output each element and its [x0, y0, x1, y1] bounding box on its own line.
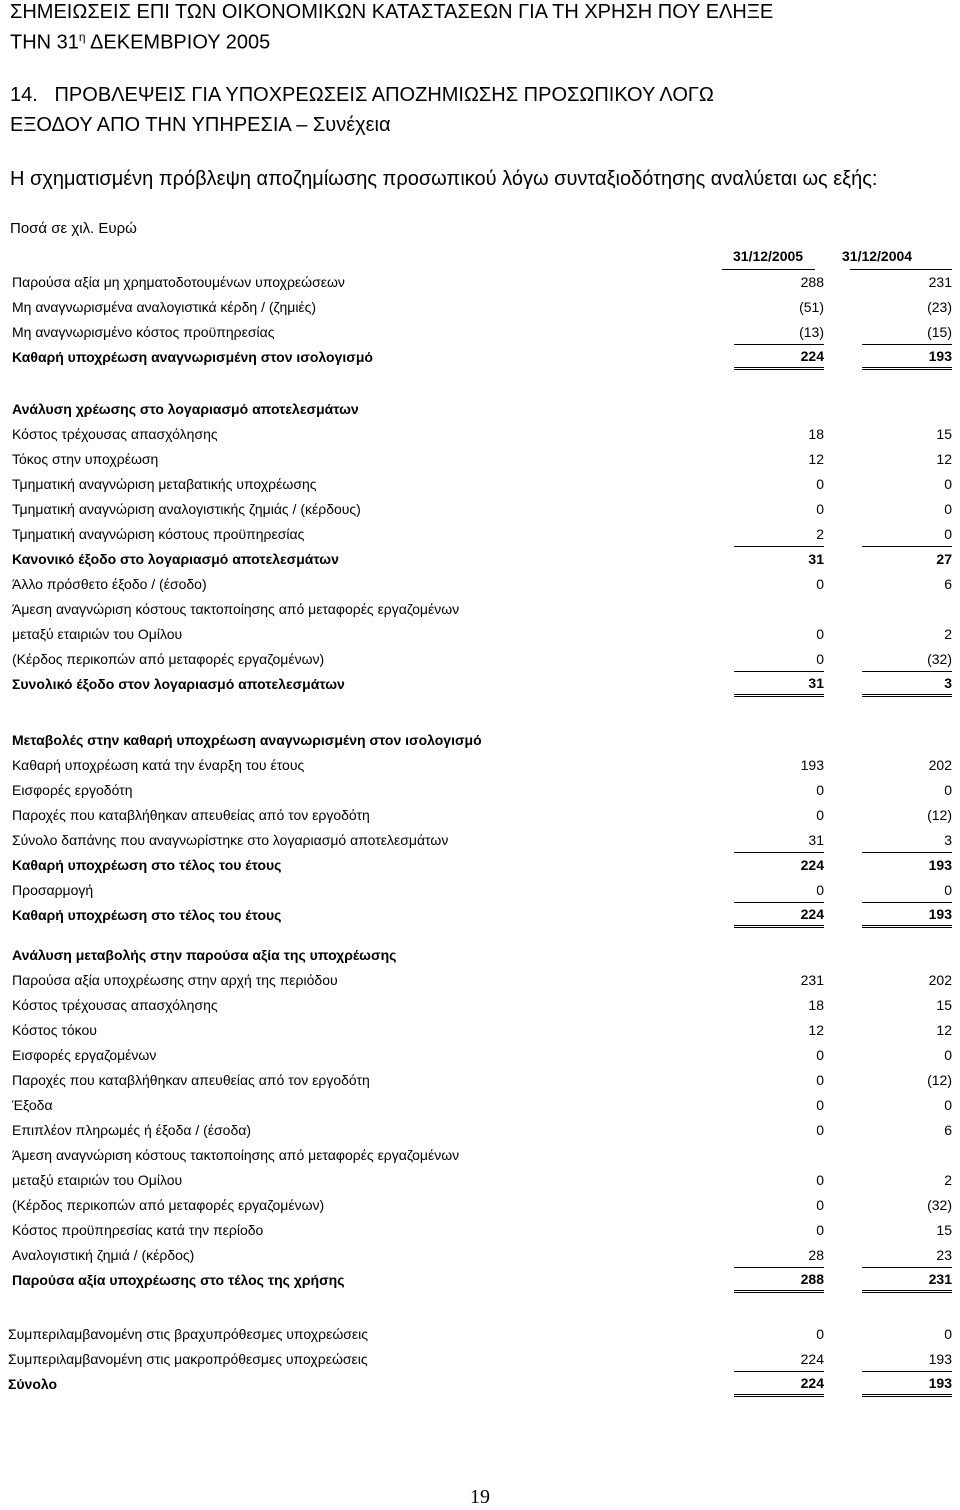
- column-header-2004: 31/12/2004: [842, 248, 913, 264]
- table-row: Άλλο πρόσθετο έξοδο / (έσοδο) 0 6: [12, 576, 952, 592]
- table-row: Παροχές που καταβλήθηκαν απευθείας από τον εργοδότη 0 (12): [12, 1072, 952, 1088]
- table-row: Άμεση αναγνώριση κόστους τακτοποίησης από μεταφορές εργαζομένων: [12, 1147, 460, 1163]
- block-balance-sheet: [12, 270, 952, 370]
- table-row: Εισφορές εργαζομένων 0 0: [12, 1047, 952, 1063]
- block-classification: [8, 1322, 952, 1397]
- table-row-total: Συνολικό έξοδο στον λογαριασμό αποτελεσμάτων 31 3: [12, 672, 952, 697]
- table-row: (Κέρδος περικοπών από μεταφορές εργαζομένων) 0 (32): [12, 647, 952, 672]
- table-row: Επιπλέον πληρωμές ή έξοδα / (έσοδα) 0 6: [12, 1122, 952, 1138]
- table-row: Τμηματική αναγνώριση αναλογιστικής ζημιάς / (κέρδους) 0 0: [12, 501, 952, 517]
- block-title: Μεταβολές στην καθαρή υποχρέωση αναγνωρισμένη στον ισολογισμό: [12, 732, 482, 748]
- table-row: Παρούσα αξία μη χρηματοδοτουμένων υποχρεώσεων 288 231: [12, 274, 952, 290]
- table-row-subtotal: Κανονικό έξοδο στο λογαριασμό αποτελεσμάτων 31 27: [12, 551, 952, 567]
- table-row: Καθαρή υποχρέωση κατά την έναρξη του έτους 193 202: [12, 757, 952, 773]
- table-row: Τμηματική αναγνώριση κόστους προϋπηρεσίας 2 0: [12, 522, 952, 547]
- table-row: μεταξύ εταιριών του Ομίλου 0 2: [12, 1172, 952, 1188]
- table-row: Κόστος τρέχουσας απασχόλησης 18 15: [12, 426, 952, 442]
- header-line-2: ΤΗΝ $31^\eta$ ΔΕΚΕΜΒΡΙΟΥ 2005: [10, 30, 271, 54]
- table-row-total: Σύνολο 224 193: [8, 1372, 952, 1397]
- document-header: [10, 0, 773, 56]
- table-row: Άμεση αναγνώριση κόστους τακτοποίησης από μεταφορές εργαζομένων: [12, 601, 460, 617]
- table-row-total: Καθαρή υποχρέωση αναγνωρισμένη στον ισολογισμό 224 193: [12, 345, 952, 370]
- block-title: Ανάλυση μεταβολής στην παρούσα αξία της υποχρέωσης: [12, 947, 397, 963]
- table-row: μεταξύ εταιριών του Ομίλου 0 2: [12, 626, 952, 642]
- block-net-liability-changes: [12, 728, 952, 928]
- table-row: Τόκος στην υποχρέωση 12 12: [12, 451, 952, 467]
- table-row: Μη αναγνωρισμένα αναλογιστικά κέρδη / (ζημιές) (51) (23): [12, 299, 952, 315]
- block-income-statement: [12, 397, 952, 697]
- table-row: Συμπεριλαμβανομένη στις βραχυπρόθεσμες υποχρεώσεις 0 0: [8, 1326, 952, 1342]
- table-row: Κόστος τόκου 12 12: [12, 1022, 952, 1038]
- intro-text: Η σχηματισμένη πρόβλεψη αποζημίωσης προσωπικού λόγω συνταξιοδότησης αναλύεται ως εξής:: [10, 168, 878, 190]
- header-line-1: ΣΗΜΕΙΩΣΕΙΣ ΕΠΙ ΤΩΝ ΟΙΚΟΝΟΜΙΚΩΝ ΚΑΤΑΣΤΑΣΕΩΝ ΓΙΑ ΤΗ ΧΡΗΣΗ ΠΟΥ ΕΛΗΞΕ: [10, 1, 774, 23]
- table-row: Κόστος προϋπηρεσίας κατά την περίοδο 0 15: [12, 1222, 952, 1238]
- table-row: Έξοδα 0 0: [12, 1097, 952, 1113]
- section-title: 14. ΠΡΟΒΛΕΨΕΙΣ ΓΙΑ ΥΠΟΧΡΕΩΣΕΙΣ ΑΠΟΖΗΜΙΩΣΗΣ ΠΡΟΣΩΠΙΚΟΥ ΛΟΓΩ ΕΞΟΔΟΥ ΑΠΟ ΤΗΝ ΥΠΗΡΕΣΙΑ – Συνέχεια: [10, 84, 714, 136]
- table-row: Κόστος τρέχουσας απασχόλησης 18 15: [12, 997, 952, 1013]
- block-title: Ανάλυση χρέωσης στο λογαριασμό αποτελεσμάτων: [12, 401, 359, 417]
- table-row-total: Καθαρή υποχρέωση στο τέλος του έτους 224 193: [12, 903, 952, 928]
- column-header-2005: 31/12/2005: [733, 248, 804, 264]
- table-row: Τμηματική αναγνώριση μεταβατικής υποχρέωσης 0 0: [12, 476, 952, 492]
- table-row: (Κέρδος περικοπών από μεταφορές εργαζομένων) 0 (32): [12, 1197, 952, 1213]
- table-row: Συμπεριλαμβανομένη στις μακροπρόθεσμες υποχρεώσεις 224 193: [8, 1347, 952, 1372]
- table-row-subtotal: Καθαρή υποχρέωση στο τέλος του έτους 224 193: [12, 857, 952, 873]
- table-row-total: Παρούσα αξία υποχρέωσης στο τέλος της χρήσης 288 231: [12, 1268, 952, 1293]
- page-number: 19: [470, 1486, 490, 1508]
- table-row: Μη αναγνωρισμένο κόστος προϋπηρεσίας (13) (15): [12, 320, 952, 345]
- block-present-value-changes: [12, 943, 952, 1293]
- table-row: Παροχές που καταβλήθηκαν απευθείας από τον εργοδότη 0 (12): [12, 807, 952, 823]
- table-row: Εισφορές εργοδότη 0 0: [12, 782, 952, 798]
- table-row: Παρούσα αξία υποχρέωσης στην αρχή της περιόδου 231 202: [12, 972, 952, 988]
- units-label: Ποσά σε χιλ. Ευρώ: [10, 220, 137, 237]
- table-row: Προσαρμογή 0 0: [12, 878, 952, 903]
- table-row: Αναλογιστική ζημιά / (κέρδος) 28 23: [12, 1243, 952, 1268]
- table-row: Σύνολο δαπάνης που αναγνωρίστηκε στο λογαριασμό αποτελεσμάτων 31 3: [12, 828, 952, 853]
